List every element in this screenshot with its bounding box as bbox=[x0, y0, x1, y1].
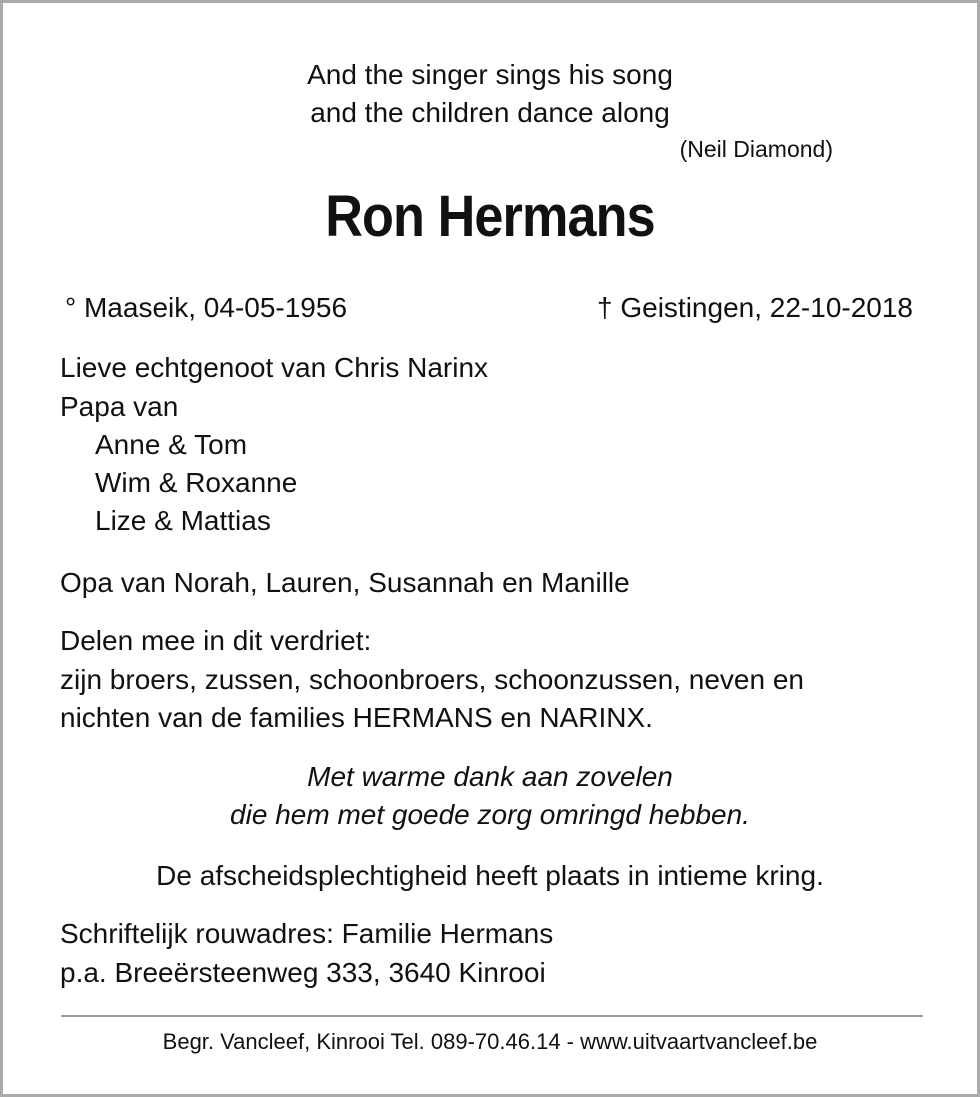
thanks-line-2: die hem met goede zorg omringd hebben. bbox=[230, 799, 750, 830]
grief-intro: Delen mee in dit verdriet: bbox=[60, 625, 372, 656]
ceremony-line: De afscheidsplechtigheid heeft plaats in intieme kring. bbox=[156, 860, 824, 891]
deceased-name: Ron Hermans bbox=[325, 184, 655, 249]
thanks-line-1: Met warme dank aan zovelen bbox=[307, 761, 673, 792]
child-line: Lize & Mattias bbox=[95, 505, 271, 536]
spouse-line: Lieve echtgenoot van Chris Narinx bbox=[60, 352, 489, 383]
quote-attribution: (Neil Diamond) bbox=[679, 136, 833, 162]
death-info: † Geistingen, 22-10-2018 bbox=[597, 292, 913, 323]
funeral-home-footer: Begr. Vancleef, Kinrooi Tel. 089-70.46.14 - www.uitvaartvancleef.be bbox=[162, 1029, 818, 1054]
grief-line-2: nichten van de families HERMANS en NARINX. bbox=[60, 702, 653, 733]
child-line: Anne & Tom bbox=[95, 429, 248, 460]
grief-line-1: zijn broers, zussen, schoonbroers, schoonzussen, neven en bbox=[60, 664, 804, 695]
child-line: Wim & Roxanne bbox=[95, 467, 298, 498]
grandchildren-line: Opa van Norah, Lauren, Susannah en Manille bbox=[60, 567, 630, 598]
quote-line-1: And the singer sings his song bbox=[307, 59, 673, 90]
quote-line-2: and the children dance along bbox=[310, 97, 670, 128]
footer-divider bbox=[61, 1015, 923, 1017]
address-line-1: Schriftelijk rouwadres: Familie Hermans bbox=[60, 918, 554, 949]
address-line-2: p.a. Breeërsteenweg 333, 3640 Kinrooi bbox=[60, 957, 546, 988]
birth-info: ° Maaseik, 04-05-1956 bbox=[65, 292, 348, 323]
papa-label: Papa van bbox=[60, 391, 179, 422]
